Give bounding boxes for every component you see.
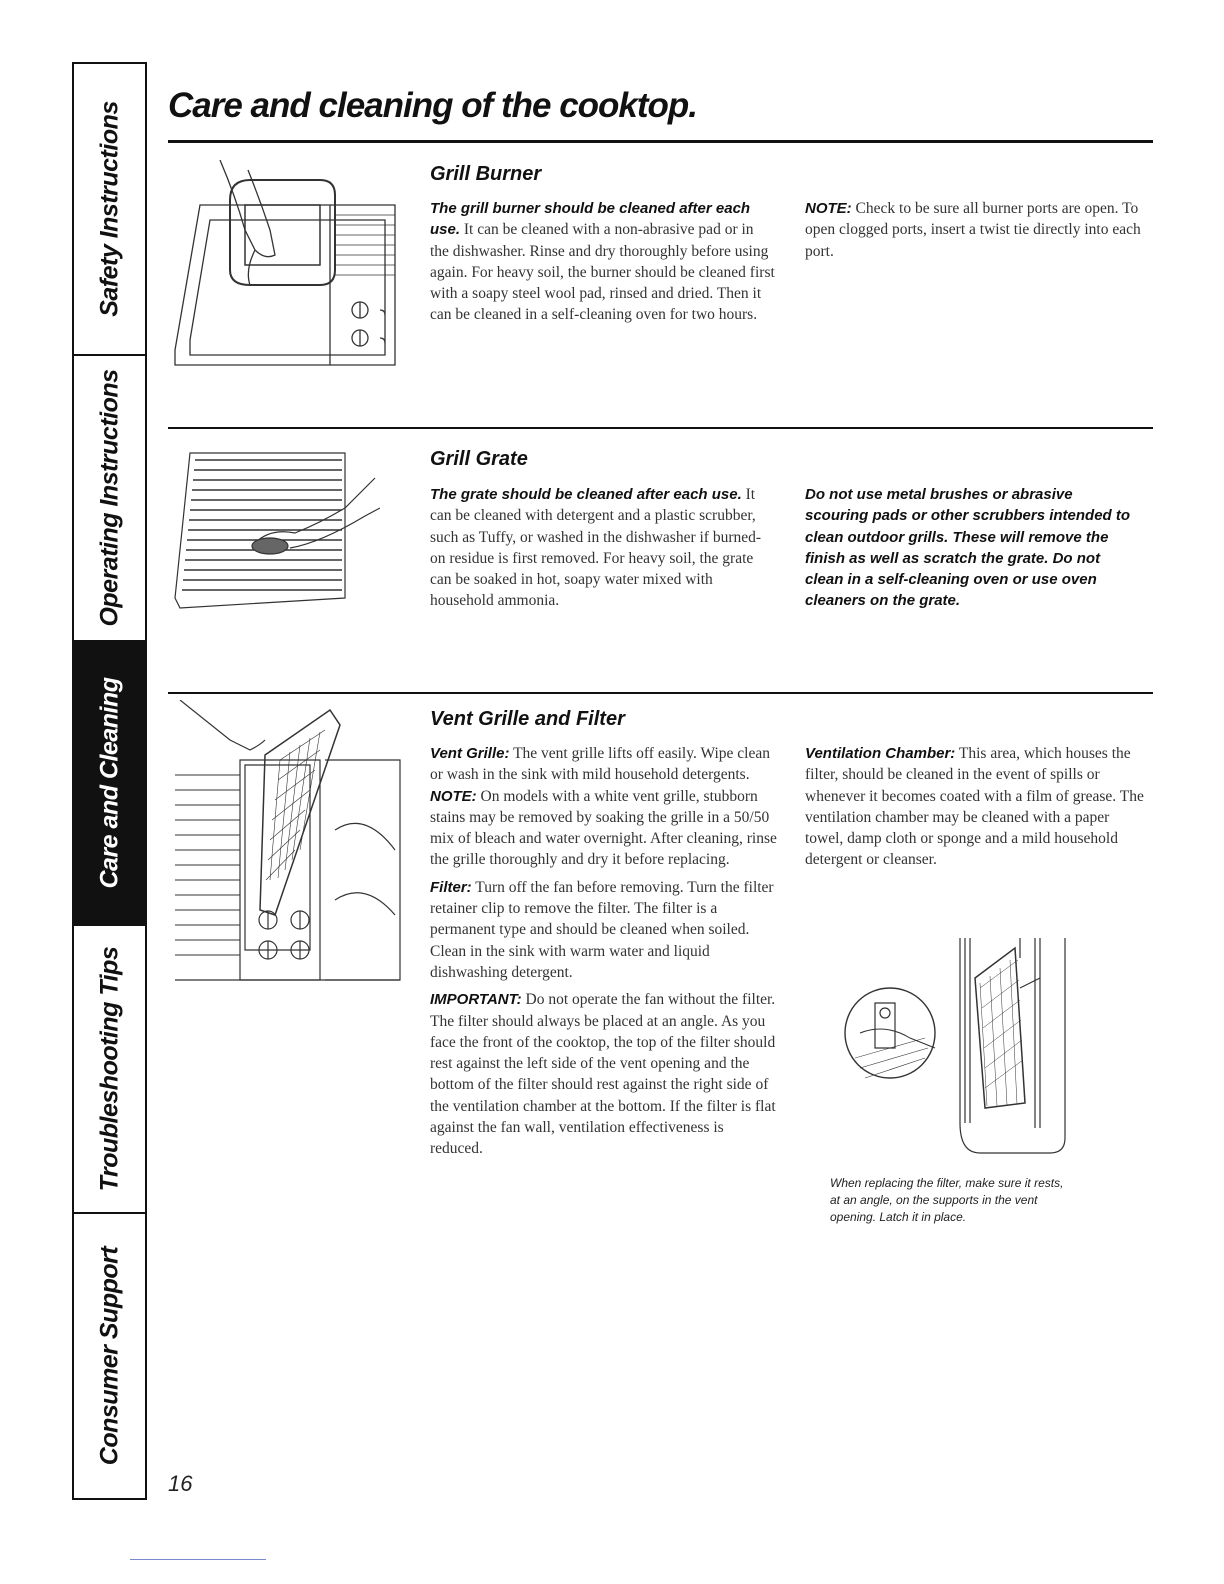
filter-illustration	[840, 938, 1075, 1163]
tab-label: Troubleshooting Tips	[95, 946, 123, 1192]
page-title: Care and cleaning of the cooktop.	[168, 86, 698, 125]
vent-grille-text: The vent grille lifts off easily. Wipe clean or wash in the sink with mild household detergents.	[430, 745, 770, 784]
grill-grate-title: Grill Grate	[430, 448, 528, 470]
section-divider	[168, 692, 1153, 694]
tab-operating-instructions[interactable]	[74, 356, 145, 642]
tab-label: Care and Cleaning	[95, 677, 123, 889]
tab-consumer-support[interactable]	[74, 1214, 145, 1498]
vent-right-column	[805, 743, 1150, 877]
grill-burner-lead-bold: The grill burner should be cleaned after each use.	[430, 200, 751, 239]
page-number: 16	[168, 1471, 193, 1496]
grill-burner-illustration	[170, 160, 400, 370]
important-label: IMPORTANT:	[430, 991, 522, 1009]
vent-grille-label: Vent Grille:	[430, 745, 510, 762]
grill-burner-title: Grill Burner	[430, 163, 542, 185]
tab-label: Safety Instructions	[95, 101, 123, 317]
grill-burner-body	[430, 198, 775, 332]
vent-note-label: NOTE:	[430, 787, 477, 805]
filter-text: Turn off the fan before removing. Turn the filter retainer clip to remove the filter. The filter is a permanent type and should be cleaned when soiled. Clean in the sink with warm water and liquid dishwashing detergent.	[430, 878, 774, 981]
vent-left-column	[430, 743, 780, 1166]
filter-caption: When replacing the filter, make sure it rests, at an angle, on the supports in the vent opening. Latch it in place.	[830, 1176, 1064, 1224]
tab-care-and-cleaning[interactable]	[74, 642, 145, 926]
title-rule	[168, 140, 1153, 143]
grill-grate-illustration	[170, 448, 380, 618]
vent-title: Vent Grille and Filter	[430, 708, 625, 730]
tab-label: Consumer Support	[95, 1246, 123, 1466]
ventilation-chamber-text: This area, which houses the filter, should be cleaned in the event of spills or whenever it becomes coated with a film of grease. The ventilation chamber may be cleaned with a paper towel, damp cloth or sponge and a mild household detergent or cleanser.	[805, 745, 1144, 869]
ventilation-chamber-label: Ventilation Chamber:	[805, 745, 956, 762]
section-divider	[168, 427, 1153, 429]
vent-grille-illustration	[170, 700, 405, 1000]
grill-burner-lead-text: It can be cleaned with a non-abrasive pad or in the dishwasher. Rinse and dry thoroughly before using again. For heavy soil, the burner should be cleaned first with a soapy steel wool pad, rinsed and dried. Then it can be cleaned in a self-cleaning oven for two hours.	[430, 221, 775, 324]
grill-grate-body	[430, 484, 775, 618]
tab-safety-instructions[interactable]	[74, 64, 145, 356]
tab-troubleshooting-tips[interactable]	[74, 926, 145, 1214]
note-label: NOTE:	[805, 200, 852, 217]
grill-burner-note	[805, 198, 1155, 268]
grill-grate-lead-text: It can be cleaned with detergent and a plastic scrubber, such as Tuffy, or washed in the dishwasher if burned-on residue is first removed. For heavy soil, the grate can be soaked in hot, soapy water mixed with household ammonia.	[430, 486, 762, 610]
note-text: Check to be sure all burner ports are open. To open clogged ports, insert a twist tie directly into each port.	[805, 200, 1141, 260]
grill-grate-warning: Do not use metal brushes or abrasive scouring pads or other scrubbers intended to clean outdoor grills. These will remove the finish as well as scratch the grate. Do not clean in a self-cleaning oven or use oven cleaners on the grate.	[805, 486, 1131, 610]
grill-grate-lead-bold: The grate should be cleaned after each use.	[430, 486, 742, 503]
important-text: Do not operate the fan without the filter. The filter should always be placed at an angle. As you face the front of the cooktop, the top of the filter should rest against the left side of the vent opening and the bottom of the filter should rest against the right side of the ventilation chamber at the bottom. If the filter is flat against the fan wall, ventilation effectiveness is reduced.	[430, 991, 776, 1158]
footer-line	[130, 1559, 266, 1560]
vent-note-text: On models with a white vent grille, stubborn stains may be removed by soaking the grille in a 50/50 mix of bleach and water overnight. After cleaning, rinse the grille thoroughly and dry it before replacing.	[430, 787, 777, 869]
filter-label: Filter:	[430, 878, 472, 896]
tab-label: Operating Instructions	[95, 369, 123, 627]
side-tab-bar	[72, 62, 147, 1500]
